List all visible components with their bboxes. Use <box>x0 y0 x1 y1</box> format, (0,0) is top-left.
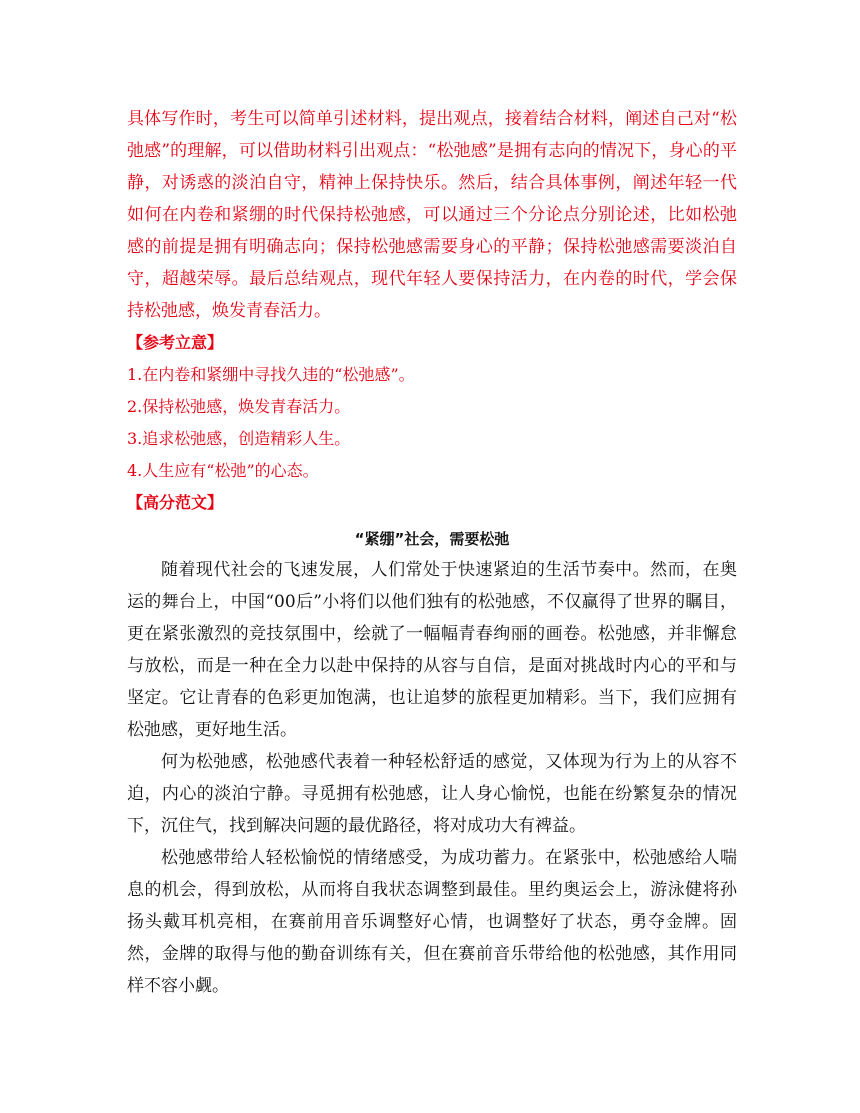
essay-title: “紧绷”社会，需要松弛 <box>354 530 510 548</box>
reference-list <box>127 359 737 487</box>
essay-paragraph: 随着现代社会的飞速发展，人们常处于快速紧迫的生活节奏中。然而，在奥运的舞台上，中国“00后”小将们以他们独有的松弛感，不仅赢得了世界的瞩目，更在紧张激烈的竞技氛围中，绘就了一幅幅青春绚丽的画卷。松弛感，并非懈怠与放松，而是一种在全力以赴中保持的从容与自信，是面对挑战时内心的平和与坚定。它让青春的色彩更加饱满，也让追梦的旅程更加精彩。当下，我们应拥有松弛感，更好地生活。 <box>127 560 737 740</box>
essay-paragraph: 松弛感带给人轻松愉悦的情绪感受，为成功蓄力。在紧张中，松弛感给人喘息的机会，得到放松，从而将自我状态调整到最佳。里约奥运会上，游泳健将孙扬头戴耳机亮相，在赛前用音乐调整好心情，也调整好了状态，勇夺金牌。固然，金牌的取得与他的勤奋训练有关，但在赛前音乐带给他的松弛感，其作用同样不容小觑。 <box>127 848 737 996</box>
reference-heading: 【参考立意】 <box>127 333 224 352</box>
page-content <box>127 103 737 1002</box>
reference-item: 3.追求松弛感，创造精彩人生。 <box>127 429 351 448</box>
essay-heading: 【高分范文】 <box>127 493 224 512</box>
writing-guidance-paragraph: 具体写作时，考生可以简单引述材料，提出观点，接着结合材料，阐述自己对“松弛感”的理解，可以借助材料引出观点：“松弛感”是拥有志向的情况下，身心的平静，对诱惑的淡泊自守，精神上保持快乐。然后，结合具体事例，阐述年轻一代如何在内卷和紧绷的时代保持松弛感，可以通过三个分论点分别论述，比如松弛感的前提是拥有明确志向；保持松弛感需要身心的平静；保持松弛感需要淡泊自守，超越荣辱。最后总结观点，现代年轻人要保持活力，在内卷的时代，学会保持松弛感，焕发青春活力。 <box>127 109 737 321</box>
reference-item: 2.保持松弛感，焕发青春活力。 <box>127 397 351 416</box>
essay-paragraph: 何为松弛感，松弛感代表着一种轻松舒适的感觉，又体现为行为上的从容不迫，内心的淡泊宁静。寻觅拥有松弛感，让人身心愉悦，也能在纷繁复杂的情况下，沉住气，找到解决问题的最优路径，将对成功大有裨益。 <box>127 752 737 836</box>
reference-item: 4.人生应有“松弛”的心态。 <box>127 461 319 480</box>
reference-item: 1.在内卷和紧绷中寻找久违的“松弛感”。 <box>127 365 415 384</box>
